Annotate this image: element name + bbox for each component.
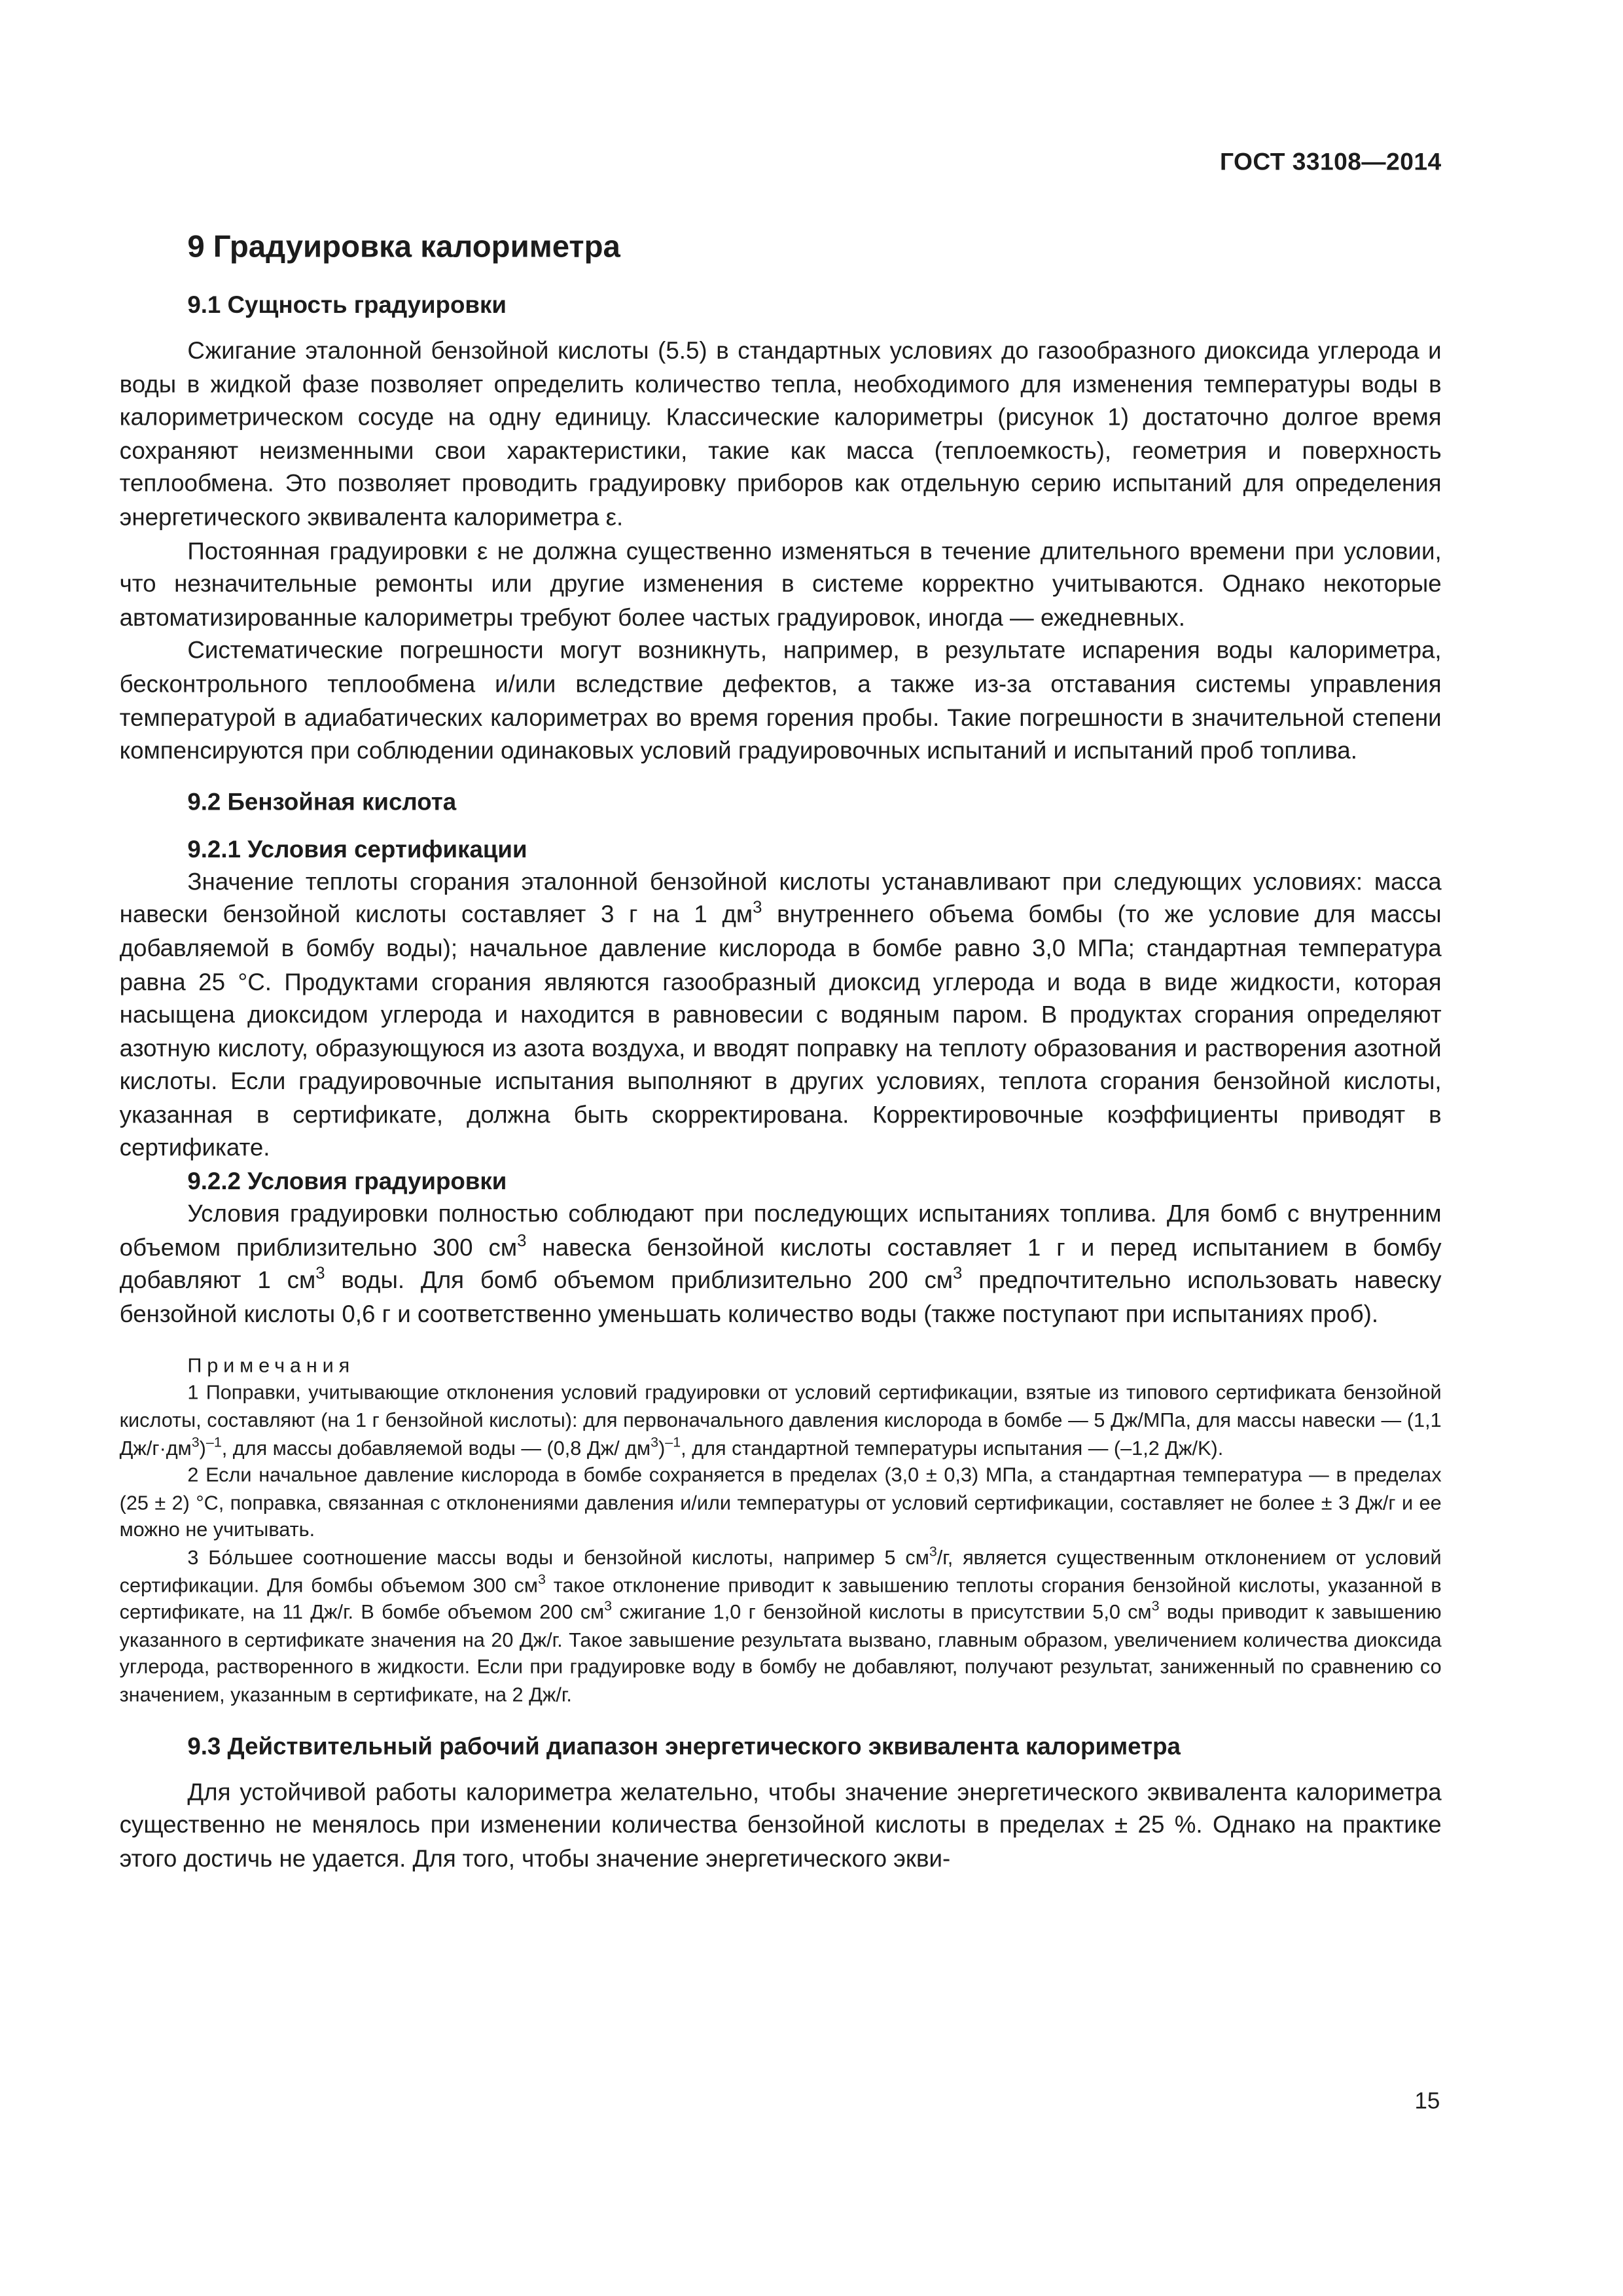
section-9-1-paragraph-3: Систематические погрешности могут возникнуть, например, в результате испарения воды калориметра, бесконтрольного теплообмена и/или вследствие дефектов, а также из-за отставания системы управления температурой в адиабатических калориметрах во время горения пробы. Такие погрешности в значительной степени компенсируются при соблюдении одинаковых условий градуировочных испытаний и испытаний проб топлива. [119, 637, 1442, 765]
section-9-1-paragraph-2: Постоянная градуировки ε не должна существенно изменяться в течение длительного времени при условии, что незначительные ремонты или другие изменения в системе корректно учитываются. Однако некоторые автоматизированные калориметры требуют более частых градуировок, иногда — ежедневных. [119, 537, 1442, 632]
section-9-1-paragraph-1: Сжигание эталонной бензойной кислоты (5.5) в стандартных условиях до газообразного диоксида углерода и воды в жидкой фазе позволяет определить количество тепла, необходимого для изменения температуры воды в калориметрическом сосуде на одну единицу. Классические калориметры (рисунок 1) достаточно долгое время сохраняют неизменными свои характеристики, такие как масса (теплоемкость), геометрия и поверхность теплообмена. Это позволяет проводить градуировку приборов как отдельную серию испытаний для определения энергетического эквивалента калориметра ε. [119, 338, 1442, 531]
document-code: ГОСТ 33108—2014 [1219, 149, 1442, 176]
section-9-2-1-paragraph: Значение теплоты сгорания эталонной бензойной кислоты устанавливают при следующих условиях: масса навески бензойной кислоты составляет 3 г на 1 $дм^3$ внутреннего объема бомбы (то же условие для массы добавляемой в бомбу воды); начальное давление кислорода в бомбе равно 3,0 МПа; стандартная температура равна 25 °С. Продуктами сгорания являются газообразный диоксид углерода и вода в виде жидкости, которая насыщена диоксидом углерода и находится в равновесии с водяным паром. В продуктах сгорания определяют азотную кислоту, образующуюся из азота воздуха, и вводят поправку на теплоту образования и растворения азотной кислоты. Если градуировочные испытания выполняют в других условиях, теплота сгорания бензойной кислоты, указанная в сертификате, должна быть скорректирована. Корректировочные коэффициенты приводят в сертификате. [119, 869, 1442, 1162]
section-9-1-title: 9.1 Сущность градуировки [187, 292, 507, 319]
note-1: 1 Поправки, учитывающие отклонения условий градуировки от условий сертификации, взятые из типового сертификата бензойной кислоты, составляют (на 1 г бензойной кислоты): для первоначального давления кислорода в бомбе — 5 Дж/МПа, для массы навески — (1,1 $Дж/г\cdot дм^3)^{-1}$, для массы добавляемой воды — (0,8 Дж/ $дм^3)^{-1}$, для стандартной температуры испытания — (–1,2 Дж/K). [119, 1382, 1442, 1459]
notes-title: Примечания [187, 1355, 355, 1378]
section-9-3-title: 9.3 Действительный рабочий диапазон энергетического эквивалента калориметра [187, 1733, 1181, 1760]
section-9-2-2-paragraph: Условия градуировки полностью соблюдают при последующих испытаниях топлива. Для бомб с внутренним объемом приблизительно 300 $см^3$ навеска бензойной кислоты составляет 1 г и перед испытанием в бомбу добавляют 1 $см^3$ воды. Для бомб объемом приблизительно 200 $см^3$ предпочтительно использовать навеску бензойной кислоты 0,6 г и соответственно уменьшать количество воды (также поступают при испытаниях проб). [119, 1201, 1442, 1328]
note-3: 3 Бо́льшее соотношение массы воды и бензойной кислоты, например 5 $см^3/г$, является существенным отклонением от условий сертификации. Для бомбы объемом 300 $см^3$ такое отклонение приводит к завышению теплоты сгорания бензойной кислоты, указанной в сертификате, на 11 Дж/г. В бомбе объемом 200 $см^3$ сжигание 1,0 г бензойной кислоты в присутствии 5,0 $см^3$ воды приводит к завышению указанного в сертификате значения на 20 Дж/г. Такое завышение результата вызвано, главным образом, увеличением количества диоксида углерода, растворенного в жидкости. Если при градуировке воду в бомбу не добавляют, получают результат, заниженный по сравнению со значением, указанным в сертификате, на 2 Дж/г. [119, 1544, 1442, 1706]
section-9-2-1-title: 9.2.1 Условия сертификации [187, 836, 527, 863]
section-9-2-2-title: 9.2.2 Условия градуировки [187, 1168, 507, 1196]
note-2: 2 Если начальное давление кислорода в бомбе сохраняется в пределах (3,0 ± 0,3) МПа, а стандартная температура — в пределах (25 ± 2) °С, поправка, связанная с отклонениями давления и/или температуры от условий сертификации, составляет не более ± 3 Дж/г и ее можно не учитывать. [119, 1463, 1442, 1541]
section-9-title: 9 Градуировка калориметра [187, 230, 620, 264]
section-9-3-paragraph: Для устойчивой работы калориметра желательно, чтобы значение энергетического эквивалента калориметра существенно не менялось при изменении количества бензойной кислоты в пределах ± 25 %. Однако на практике этого достичь не удается. Для того, чтобы значение энергетического экви- [119, 1778, 1442, 1873]
section-9-2-title: 9.2 Бензойная кислота [187, 789, 457, 816]
page-number: 15 [1414, 2089, 1440, 2115]
page-content [120, 221, 1442, 1876]
